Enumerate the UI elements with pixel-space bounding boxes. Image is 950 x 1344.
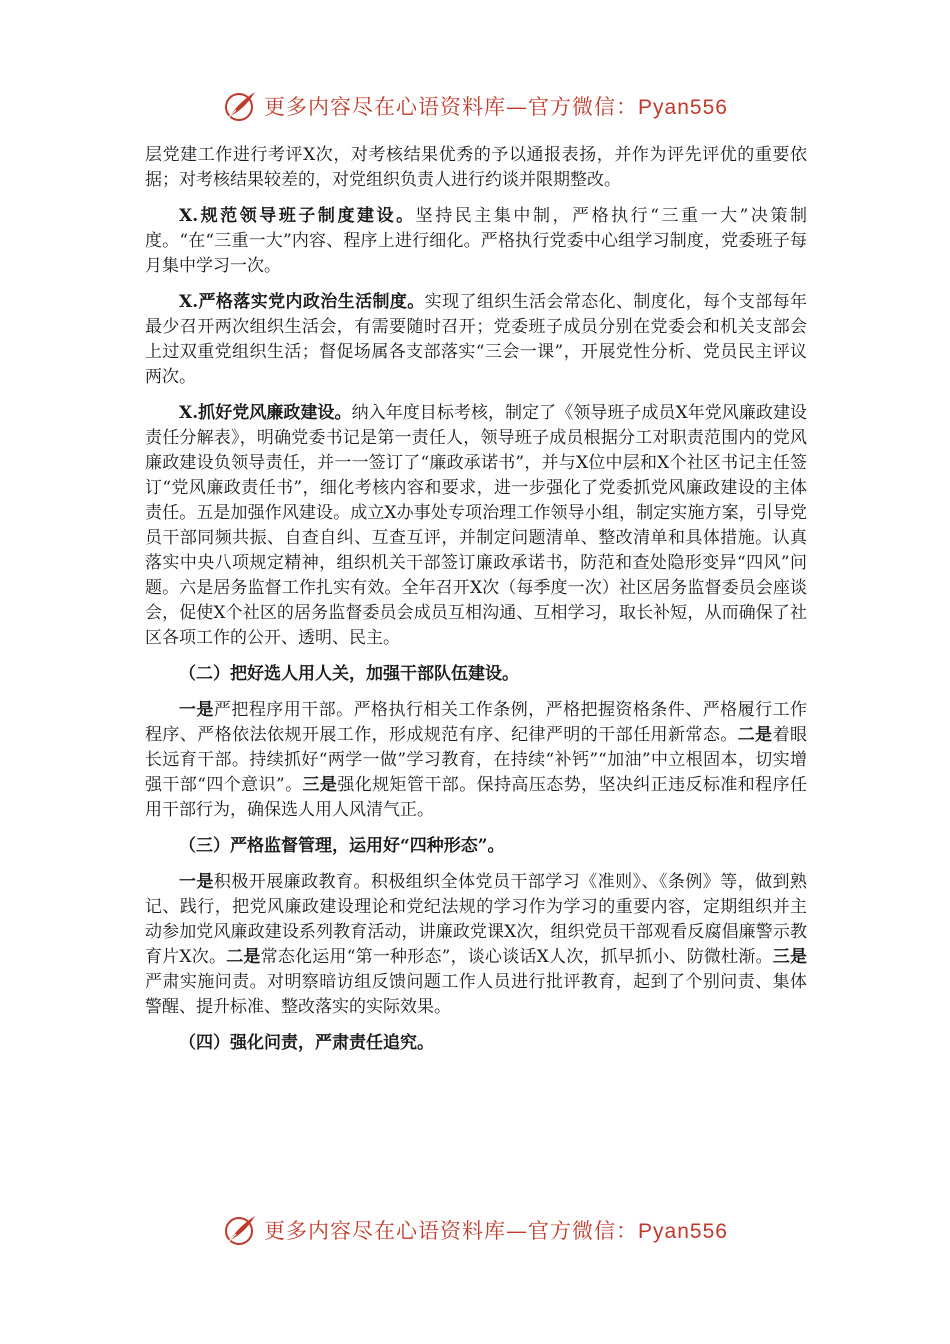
- wechat-id: Pyan556: [638, 96, 728, 119]
- paragraph-title: X.规范领导班子制度建设。: [179, 206, 416, 226]
- paragraph-cadre-selection: 一是严把程序用干部。严格执行相关工作条例，严格把握资格条件、严格履行工作程序、严格依法依规开展工作，形成规范有序、纪律严明的干部任用新常态。二是着眼长远育干部。持续抓好“两学一做”学习教育，在持续“补钙”“加油”中立根固本，切实增强干部“四个意识”。三是强化规矩管干部。保持高压态势，坚决纠正违反标准和程序任用干部行为，确保选人用人风清气正。: [145, 700, 808, 820]
- section-heading-2: （二）把好选人用人关，加强干部队伍建设。: [179, 664, 519, 684]
- document-body: [145, 143, 807, 1067]
- header-banner: [0, 86, 950, 126]
- footer-banner: [0, 1210, 950, 1250]
- paragraph-1: 层党建工作进行考评X次，对考核结果优秀的予以通报表扬，并作为评先评优的重要依据；对考核结果较差的，对党组织负责人进行约谈并限期整改。: [145, 145, 807, 190]
- quill-pen-icon: [222, 1212, 258, 1248]
- paragraph-title: X.抓好党风廉政建设。: [179, 403, 352, 423]
- section-heading-3: （三）严格监督管理，运用好“四种形态”。: [179, 836, 505, 856]
- paragraph-clean-governance: X.抓好党风廉政建设。纳入年度目标考核，制定了《领导班子成员X年党风廉政建设责任分解表》，明确党委书记是第一责任人，领导班子成员根据分工对职责范围内的党风廉政建设负领导责任，并一一签订了“廉政承诺书”，并与X位中层和X个社区书记主任签订“党风廉政责任书”，细化考核内容和要求，进一步强化了党委抓党风廉政建设的主体责任。五是加强作风建设。成立X办事处专项治理工作领导小组，制定实施方案，引导党员干部同频共振、自查自纠、互查互评，并制定问题清单、整改清单和具体措施。认真落实中央八项规定精神，组织机关干部签订廉政承诺书，防范和查处隐形变异“四风”问题。六是居务监督工作扎实有效。全年召开X次（每季度一次）社区居务监督委员会座谈会，促使X个社区的居务监督委员会成员互相沟通、互相学习，取长补短，从而确保了社区各项工作的公开、透明、民主。: [145, 403, 807, 648]
- paragraph-supervision: 一是积极开展廉政教育。积极组织全体党员干部学习《准则》、《条例》等，做到熟记、践行，把党风廉政建设理论和党纪法规的学习作为学习的重要内容，定期组织并主动参加党风廉政建设系列教育活动，讲廉政党课X次，组织党员干部观看反腐倡廉警示教育片X次。二是常态化运用“第一种形态”，谈心谈话X人次，抓早抓小、防微杜渐。三是严肃实施问责。对明察暗访组反馈问题工作人员进行批评教育，起到了个别问责、集体警醒、提升标准、整改落实的实际效果。: [145, 872, 808, 1017]
- wechat-id: Pyan556: [638, 1220, 728, 1243]
- banner-label: 更多内容尽在心语资料库—官方微信：Pyan556: [264, 95, 728, 119]
- paragraph-political-life: X.严格落实党内政治生活制度。实现了组织生活会常态化、制度化，每个支部每年最少召开两次组织生活会，有需要随时召开；党委班子成员分别在党委会和机关支部会上过双重党组织生活；督促场属各支部落实“三会一课”，开展党性分析、党员民主评议两次。: [145, 292, 808, 387]
- paragraph-title: X.严格落实党内政治生活制度。: [179, 292, 425, 312]
- section-heading-4: （四）强化问责，严肃责任追究。: [179, 1033, 434, 1053]
- paragraph-leadership-system: X.规范领导班子制度建设。坚持民主集中制，严格执行“三重一大”决策制度。“在“三重一大”内容、程序上进行细化。严格执行党委中心组学习制度，党委班子每月集中学习一次。: [145, 206, 807, 276]
- quill-pen-icon: [222, 88, 258, 124]
- banner-label: 更多内容尽在心语资料库—官方微信：Pyan556: [264, 1219, 728, 1243]
